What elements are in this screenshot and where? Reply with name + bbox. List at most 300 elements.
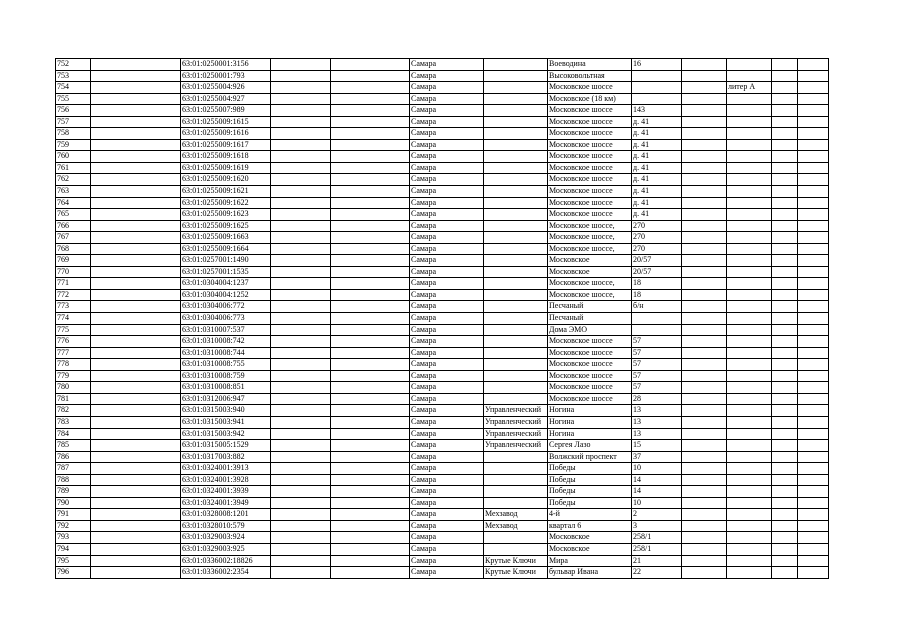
cell-letter — [727, 405, 772, 417]
cell-text — [799, 348, 827, 359]
table-row — [56, 440, 829, 452]
cell-city — [410, 93, 484, 105]
cell-street — [548, 266, 632, 278]
cell-cadastral-number — [181, 209, 271, 221]
cell-text: Мехзавод — [485, 520, 518, 530]
cell-text: 784 — [57, 428, 69, 438]
cell-blank-b — [271, 486, 331, 498]
cell-text — [272, 290, 329, 301]
cell-text — [683, 140, 725, 151]
table-row — [56, 567, 829, 579]
cell-text — [332, 567, 408, 578]
cell-text: 63:01:0255009:1620 — [182, 174, 249, 184]
cell-text: Самара — [411, 474, 436, 484]
cell-blank-d — [772, 105, 798, 117]
cell-blank-d — [772, 313, 798, 325]
cell-city — [410, 59, 484, 71]
cell-text: 57 — [633, 370, 641, 380]
cell-text — [272, 105, 329, 116]
table-row — [56, 336, 829, 348]
cell-text — [92, 82, 179, 93]
cell-district — [484, 301, 548, 313]
cell-blank-a — [91, 255, 181, 267]
cell-cadastral-number — [181, 347, 271, 359]
cell-text — [799, 59, 827, 70]
cell-text: Самара — [411, 405, 436, 415]
cell-text — [272, 117, 329, 128]
cell-blank-a — [91, 486, 181, 498]
cell-building — [682, 197, 727, 209]
cell-cadastral-number — [181, 186, 271, 198]
cell-text — [683, 163, 725, 174]
cell-text — [485, 371, 546, 382]
cell-blank-c — [331, 474, 410, 486]
cell-text: 767 — [57, 232, 69, 242]
cell-text — [332, 348, 408, 359]
cell-text — [773, 94, 796, 105]
cell-city — [410, 174, 484, 186]
cell-district — [484, 232, 548, 244]
cell-text: 773 — [57, 301, 69, 311]
cell-text — [728, 417, 770, 428]
cell-text — [272, 394, 329, 405]
cell-text: 21 — [633, 555, 641, 565]
cell-district — [484, 440, 548, 452]
cell-district — [484, 324, 548, 336]
cell-text — [728, 348, 770, 359]
cell-city — [410, 324, 484, 336]
cell-cadastral-number — [181, 567, 271, 579]
cell-text — [92, 567, 179, 578]
cell-text: Самара — [411, 463, 436, 473]
cell-cadastral-number — [181, 197, 271, 209]
cell-text: 777 — [57, 347, 69, 357]
cell-text: Самара — [411, 186, 436, 196]
cell-city — [410, 116, 484, 128]
cell-city — [410, 497, 484, 509]
cell-blank-c — [331, 93, 410, 105]
cell-blank-d — [772, 440, 798, 452]
cell-blank-c — [331, 393, 410, 405]
cell-text — [332, 544, 408, 555]
cell-cadastral-number — [181, 255, 271, 267]
cell-blank-e — [798, 440, 829, 452]
cell-blank-e — [798, 151, 829, 163]
cell-row-number — [56, 289, 91, 301]
cell-text: 63:01:0255009:1623 — [182, 209, 249, 219]
cell-street — [548, 313, 632, 325]
cell-building — [682, 555, 727, 567]
table-row — [56, 82, 829, 94]
cell-row-number — [56, 197, 91, 209]
cell-street — [548, 359, 632, 371]
cell-text — [728, 151, 770, 162]
cell-building — [682, 93, 727, 105]
cell-house-number — [632, 486, 682, 498]
cell-text — [92, 140, 179, 151]
cell-text: 791 — [57, 509, 69, 519]
cell-blank-c — [331, 243, 410, 255]
cell-text: Московское шоссе, — [549, 289, 615, 299]
cell-blank-a — [91, 105, 181, 117]
cell-text — [683, 71, 725, 82]
cell-blank-c — [331, 440, 410, 452]
cell-district — [484, 509, 548, 521]
cell-text — [728, 186, 770, 197]
cell-text — [799, 71, 827, 82]
table-row — [56, 347, 829, 359]
cell-blank-b — [271, 520, 331, 532]
cell-building — [682, 474, 727, 486]
table-row — [56, 232, 829, 244]
cell-text — [633, 313, 680, 324]
cell-blank-d — [772, 474, 798, 486]
cell-text — [683, 117, 725, 128]
cell-text — [683, 359, 725, 370]
cell-text: 63:01:0310008:744 — [182, 347, 245, 357]
cell-text — [332, 278, 408, 289]
cell-district — [484, 116, 548, 128]
cell-blank-e — [798, 174, 829, 186]
cell-house-number — [632, 336, 682, 348]
cell-blank-a — [91, 243, 181, 255]
table-row — [56, 266, 829, 278]
cell-text — [728, 475, 770, 486]
cell-text — [332, 301, 408, 312]
cell-blank-e — [798, 486, 829, 498]
cell-blank-e — [798, 416, 829, 428]
cell-house-number — [632, 186, 682, 198]
cell-text: 2 — [633, 509, 637, 519]
cell-street — [548, 440, 632, 452]
table-row — [56, 151, 829, 163]
cell-blank-d — [772, 59, 798, 71]
cell-text — [728, 440, 770, 451]
cell-text: Самара — [411, 266, 436, 276]
table-row — [56, 197, 829, 209]
cell-blank-a — [91, 151, 181, 163]
cell-text — [485, 313, 546, 324]
cell-text — [799, 475, 827, 486]
cell-blank-b — [271, 347, 331, 359]
cell-text: Самара — [411, 301, 436, 311]
cell-text — [92, 232, 179, 243]
cell-blank-d — [772, 266, 798, 278]
cell-letter — [727, 509, 772, 521]
cell-text — [683, 59, 725, 70]
cell-text: 270 — [633, 232, 645, 242]
cell-blank-e — [798, 301, 829, 313]
cell-blank-e — [798, 428, 829, 440]
cell-row-number — [56, 220, 91, 232]
cell-text — [799, 290, 827, 301]
cell-blank-d — [772, 243, 798, 255]
cell-text — [485, 348, 546, 359]
cell-letter — [727, 370, 772, 382]
cell-text — [728, 94, 770, 105]
cell-text — [92, 463, 179, 474]
cell-street — [548, 70, 632, 82]
cell-district — [484, 197, 548, 209]
cell-text: 771 — [57, 278, 69, 288]
cell-building — [682, 70, 727, 82]
cell-city — [410, 440, 484, 452]
cell-text: Московское шоссе, — [549, 278, 615, 288]
cell-text — [272, 359, 329, 370]
cell-blank-d — [772, 128, 798, 140]
cell-text — [728, 405, 770, 416]
cell-district — [484, 497, 548, 509]
cell-blank-e — [798, 555, 829, 567]
cell-blank-c — [331, 82, 410, 94]
cell-text — [272, 509, 329, 520]
cell-district — [484, 428, 548, 440]
table-row — [56, 428, 829, 440]
cell-text — [92, 313, 179, 324]
cell-cadastral-number — [181, 405, 271, 417]
cell-text — [272, 544, 329, 555]
cell-district — [484, 278, 548, 290]
cell-text — [773, 82, 796, 93]
cell-text: Самара — [411, 151, 436, 161]
cell-text — [485, 278, 546, 289]
cell-building — [682, 301, 727, 313]
cell-street — [548, 243, 632, 255]
cell-row-number — [56, 370, 91, 382]
cell-text — [683, 128, 725, 139]
table-row — [56, 532, 829, 544]
cell-text — [683, 509, 725, 520]
cell-text: Ногина — [549, 428, 575, 438]
cell-text: Мехзавод — [485, 509, 518, 519]
cell-blank-a — [91, 266, 181, 278]
table-row — [56, 416, 829, 428]
cell-text — [683, 556, 725, 567]
cell-text — [272, 521, 329, 532]
cell-text — [92, 163, 179, 174]
cell-text — [683, 301, 725, 312]
cell-text — [683, 394, 725, 405]
cell-cadastral-number — [181, 532, 271, 544]
cell-text — [272, 267, 329, 278]
cell-text — [728, 486, 770, 497]
cell-text: Самара — [411, 451, 436, 461]
cell-street — [548, 301, 632, 313]
cell-blank-b — [271, 474, 331, 486]
cell-text — [272, 336, 329, 347]
cell-text: 63:01:0255009:1618 — [182, 151, 249, 161]
cell-text: 14 — [633, 474, 641, 484]
cell-letter — [727, 393, 772, 405]
cell-building — [682, 255, 727, 267]
cell-blank-e — [798, 497, 829, 509]
cell-text — [92, 71, 179, 82]
cell-letter — [727, 209, 772, 221]
cell-building — [682, 567, 727, 579]
cell-text — [799, 232, 827, 243]
cell-blank-b — [271, 278, 331, 290]
cell-text — [799, 128, 827, 139]
cell-text — [799, 359, 827, 370]
cell-district — [484, 162, 548, 174]
cell-text — [332, 556, 408, 567]
cell-blank-e — [798, 532, 829, 544]
cell-house-number — [632, 93, 682, 105]
cell-blank-a — [91, 509, 181, 521]
cell-cadastral-number — [181, 451, 271, 463]
cell-text — [332, 475, 408, 486]
cell-blank-b — [271, 370, 331, 382]
cell-text: 792 — [57, 520, 69, 530]
cell-text: 63:01:0336002:2354 — [182, 567, 249, 577]
cell-text: Самара — [411, 543, 436, 553]
cell-blank-e — [798, 93, 829, 105]
cell-blank-d — [772, 151, 798, 163]
cell-text — [272, 278, 329, 289]
cell-blank-a — [91, 70, 181, 82]
cell-text — [728, 382, 770, 393]
table-row — [56, 359, 829, 371]
cell-house-number — [632, 520, 682, 532]
cell-text: 753 — [57, 70, 69, 80]
cell-text — [272, 440, 329, 451]
cell-text — [773, 359, 796, 370]
cell-text — [728, 117, 770, 128]
cell-text — [272, 174, 329, 185]
table-row — [56, 301, 829, 313]
cell-blank-c — [331, 289, 410, 301]
cell-blank-b — [271, 301, 331, 313]
cell-blank-c — [331, 278, 410, 290]
cell-blank-b — [271, 162, 331, 174]
cell-blank-b — [271, 440, 331, 452]
cell-blank-b — [271, 82, 331, 94]
cell-text — [332, 198, 408, 209]
cell-text — [92, 221, 179, 232]
cell-house-number — [632, 82, 682, 94]
cell-blank-e — [798, 474, 829, 486]
cell-text — [799, 452, 827, 463]
cell-blank-b — [271, 197, 331, 209]
cell-blank-e — [798, 82, 829, 94]
cell-city — [410, 128, 484, 140]
cell-text: 781 — [57, 393, 69, 403]
cell-text — [485, 59, 546, 70]
cell-blank-b — [271, 266, 331, 278]
cell-city — [410, 567, 484, 579]
cell-text: 772 — [57, 289, 69, 299]
cell-text: 770 — [57, 266, 69, 276]
table-row — [56, 59, 829, 71]
cell-text — [272, 198, 329, 209]
cell-text — [332, 359, 408, 370]
cell-text: 760 — [57, 151, 69, 161]
cell-house-number — [632, 428, 682, 440]
cell-text: 63:01:0304006:773 — [182, 313, 245, 323]
cell-street — [548, 428, 632, 440]
cell-letter — [727, 266, 772, 278]
cell-text: Московское шоссе — [549, 174, 613, 184]
cell-text: 63:01:0324001:3928 — [182, 474, 249, 484]
cell-text: 270 — [633, 220, 645, 230]
cell-text — [92, 509, 179, 520]
cell-blank-a — [91, 370, 181, 382]
cell-building — [682, 266, 727, 278]
cell-city — [410, 555, 484, 567]
cell-blank-d — [772, 370, 798, 382]
cell-blank-d — [772, 520, 798, 532]
cell-blank-a — [91, 428, 181, 440]
cell-blank-c — [331, 151, 410, 163]
cell-blank-b — [271, 186, 331, 198]
cell-text — [332, 509, 408, 520]
cell-text — [485, 544, 546, 555]
cell-building — [682, 440, 727, 452]
cell-text — [272, 232, 329, 243]
cell-street — [548, 278, 632, 290]
table-row — [56, 520, 829, 532]
table-row — [56, 278, 829, 290]
cell-text: 13 — [633, 416, 641, 426]
cell-district — [484, 128, 548, 140]
cell-text: Самара — [411, 162, 436, 172]
cell-row-number — [56, 393, 91, 405]
cell-text — [773, 475, 796, 486]
cell-house-number — [632, 405, 682, 417]
cell-text: 63:01:0310008:851 — [182, 382, 245, 392]
cell-text — [683, 186, 725, 197]
cell-building — [682, 128, 727, 140]
cell-text — [332, 417, 408, 428]
cell-blank-a — [91, 567, 181, 579]
cell-text — [799, 521, 827, 532]
cell-text: Самара — [411, 416, 436, 426]
cell-blank-d — [772, 174, 798, 186]
cell-text — [773, 117, 796, 128]
cell-building — [682, 289, 727, 301]
cell-building — [682, 105, 727, 117]
cell-text: Самара — [411, 243, 436, 253]
cell-text: 63:01:0315003:941 — [182, 416, 245, 426]
cell-text: Самара — [411, 532, 436, 542]
cell-text — [332, 221, 408, 232]
cell-text: Самара — [411, 497, 436, 507]
cell-text — [683, 255, 725, 266]
cell-text — [272, 71, 329, 82]
cell-house-number — [632, 220, 682, 232]
cell-text: 63:01:0255009:1619 — [182, 162, 249, 172]
cell-blank-e — [798, 451, 829, 463]
cell-text: 143 — [633, 105, 645, 115]
cell-text — [92, 128, 179, 139]
cell-blank-a — [91, 82, 181, 94]
cell-text: 4-й — [549, 509, 560, 519]
cell-blank-a — [91, 220, 181, 232]
cell-text — [728, 313, 770, 324]
cell-blank-b — [271, 359, 331, 371]
cell-text — [332, 71, 408, 82]
cell-blank-d — [772, 278, 798, 290]
cell-letter — [727, 197, 772, 209]
cell-text — [332, 336, 408, 347]
cell-text — [332, 105, 408, 116]
cell-text: 63:01:0315003:942 — [182, 428, 245, 438]
cell-building — [682, 370, 727, 382]
cell-text — [272, 140, 329, 151]
cell-blank-a — [91, 382, 181, 394]
cell-text — [728, 290, 770, 301]
cell-text — [683, 94, 725, 105]
